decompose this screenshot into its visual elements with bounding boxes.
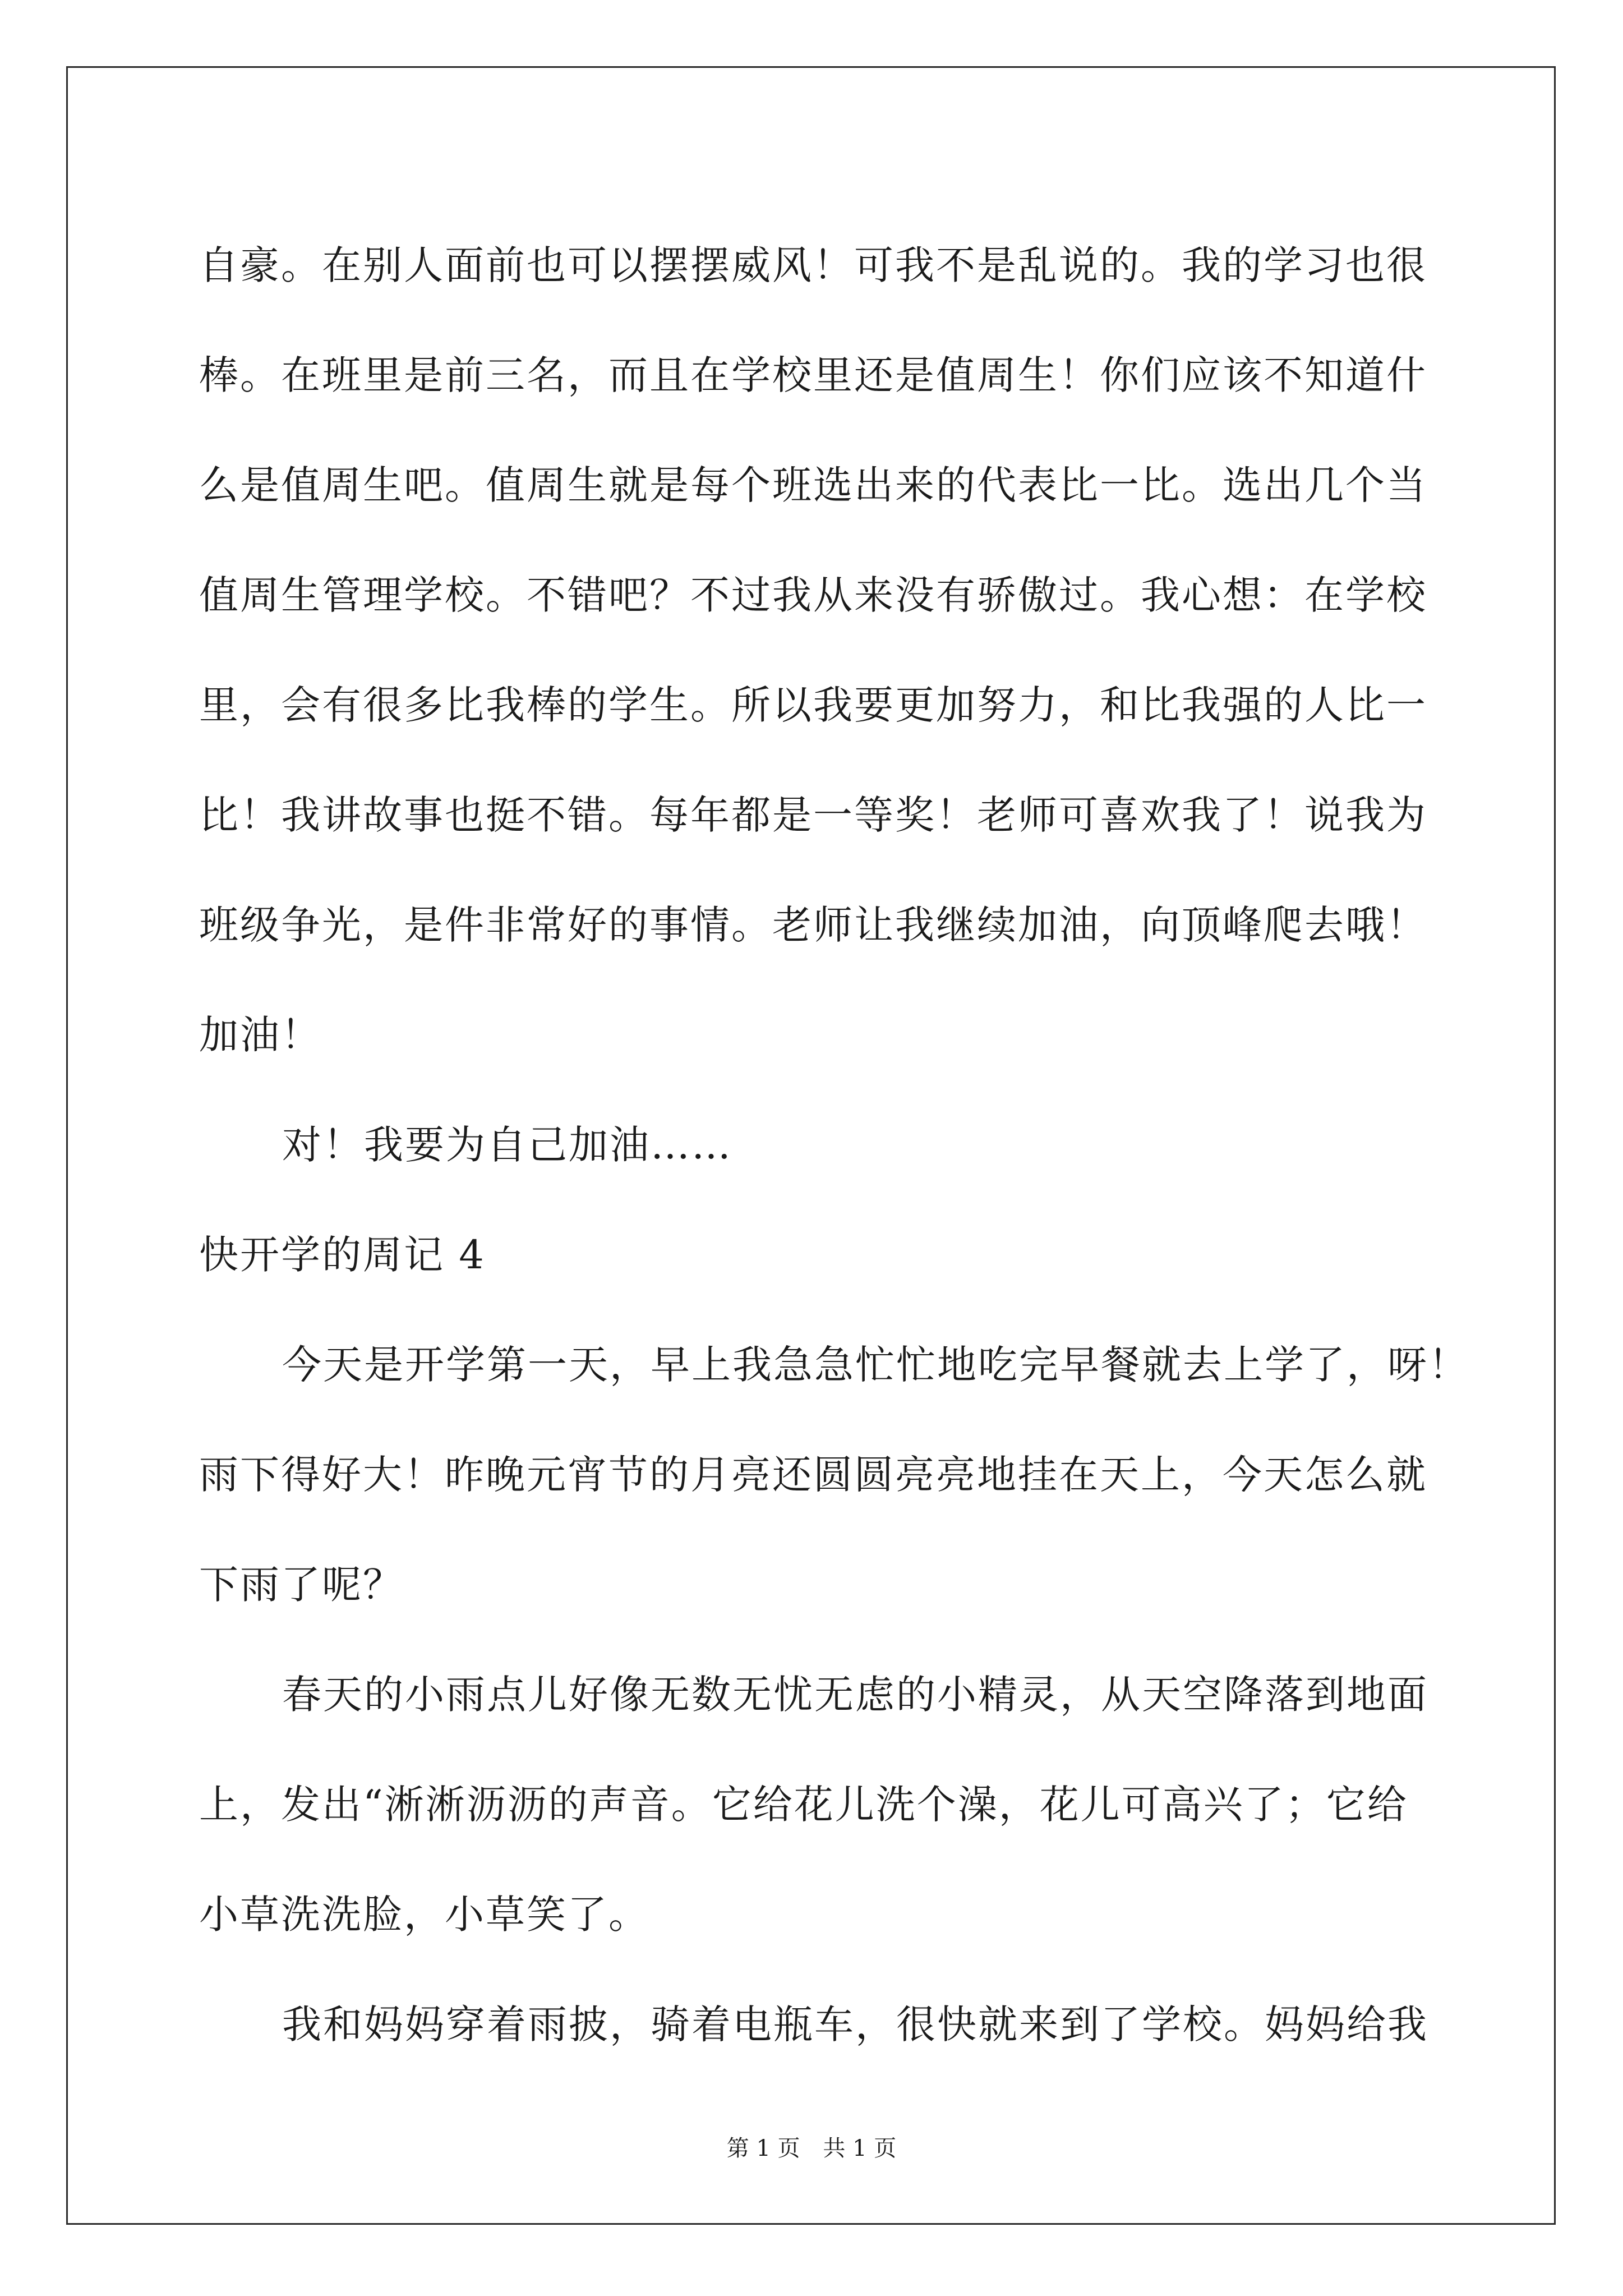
text-line: 雨下得好大！昨晚元宵节的月亮还圆圆亮亮地挂在天上，今天怎么就 — [199, 1452, 1427, 1498]
section-heading: 快开学的周记 4 — [199, 1232, 486, 1278]
document-body — [199, 210, 1469, 2079]
paragraph-start-line: 今天是开学第一天，早上我急急忙忙地吃完早餐就去上学了，呀！ — [282, 1342, 1469, 1388]
text-line: 棒。在班里是前三名，而且在学校里还是值周生！你们应该不知道什 — [199, 352, 1427, 398]
text-line: 比！我讲故事也挺不错。每年都是一等奖！老师可喜欢我了！说我为 — [199, 792, 1427, 838]
text-line: 么是值周生吧。值周生就是每个班选出来的代表比一比。选出几个当 — [199, 462, 1427, 508]
text-line: 上，发出“淅淅沥沥的声音。它给花儿洗个澡，花儿可高兴了；它给 — [199, 1782, 1408, 1828]
text-line: 加油！ — [199, 1012, 322, 1058]
text-line: 小草洗洗脸，小草笑了。 — [199, 1892, 649, 1938]
paragraph-start-line: 对！我要为自己加油…… — [282, 1122, 732, 1168]
paragraph-start-line: 我和妈妈穿着雨披，骑着电瓶车，很快就来到了学校。妈妈给我 — [282, 2001, 1428, 2047]
text-line: 值周生管理学校。不错吧？不过我从来没有骄傲过。我心想：在学校 — [199, 572, 1427, 618]
text-line: 里，会有很多比我棒的学生。所以我要更加努力，和比我强的人比一 — [199, 682, 1427, 728]
text-line: 下雨了呢？ — [199, 1562, 404, 1608]
text-line: 班级争光，是件非常好的事情。老师让我继续加油，向顶峰爬去哦！ — [199, 902, 1427, 948]
page-number-current: 第 1 页 — [726, 2136, 800, 2161]
paragraph-start-line: 春天的小雨点儿好像无数无忧无虑的小精灵，从天空降落到地面 — [282, 1672, 1428, 1718]
page-number-total: 共 1 页 — [823, 2136, 897, 2161]
page-footer — [0, 2132, 1623, 2165]
text-line: 自豪。在别人面前也可以摆摆威风！可我不是乱说的。我的学习也很 — [199, 242, 1427, 288]
